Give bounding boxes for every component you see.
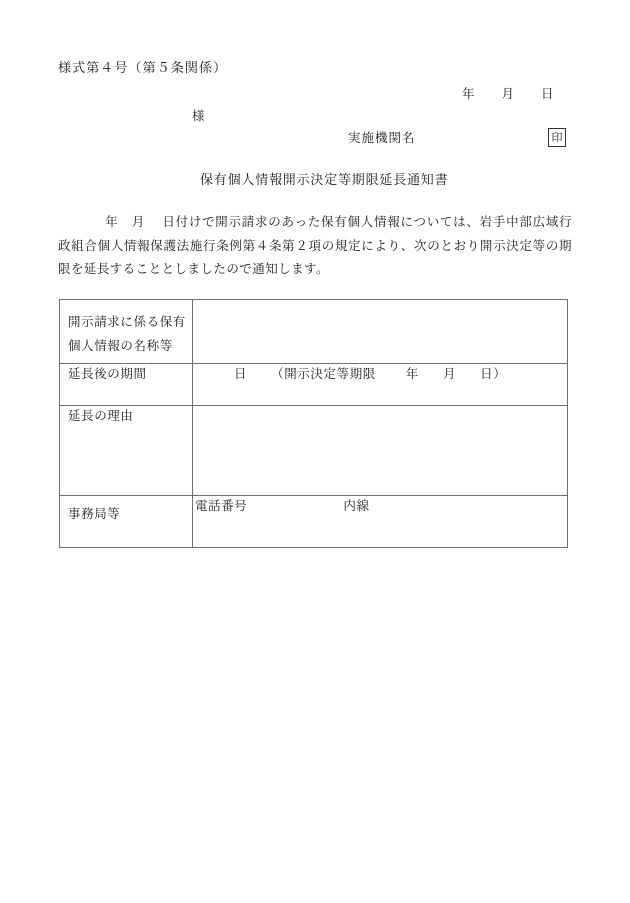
row-value-extended-period-text (193, 364, 567, 382)
row-label-extended-period (60, 364, 193, 406)
seal-stamp-box: 印 (548, 128, 566, 147)
table-row (60, 300, 568, 364)
row-value-extension-reason-text (193, 406, 567, 416)
row-label-secretariat (60, 496, 193, 548)
row-label-secretariat-text: 事務局等 (68, 506, 121, 521)
document-title: 保有個人情報開示決定等期限延長通知書 (200, 173, 449, 188)
agency-name-label: 実施機関名 (348, 130, 416, 145)
period-day-label: 日 (234, 366, 248, 381)
row-value-extension-reason[interactable] (193, 406, 568, 496)
period-month-label: 月 (443, 366, 457, 381)
form-number-heading: 様式第４号（第５条関係） (58, 61, 228, 76)
row-label-disclosure-name (60, 300, 193, 364)
table-row (60, 406, 568, 496)
body-month-label: 月 (131, 214, 146, 229)
extension-details-table (59, 299, 568, 548)
body-paragraph (58, 210, 572, 281)
body-day-label: 日 (162, 214, 176, 229)
table-row (60, 364, 568, 406)
addressee-suffix: 様 (192, 108, 206, 123)
row-value-disclosure-name[interactable] (193, 300, 568, 364)
row-value-secretariat[interactable] (193, 496, 568, 548)
row-value-disclosure-name-text (193, 300, 567, 310)
date-day-label: 日 (541, 86, 555, 101)
date-line (462, 88, 555, 101)
table-row (60, 496, 568, 548)
phone-number-label: 電話番号 (195, 498, 248, 513)
period-deadline-label: （開示決定等期限 (271, 366, 376, 381)
row-value-secretariat-text (193, 496, 567, 521)
row-label-line1: 開示請求に係る保有 (68, 314, 186, 329)
row-label-extension-reason-text: 延長の理由 (68, 408, 134, 423)
date-month-label: 月 (501, 86, 516, 101)
body-line1-text: 付けで開示請求のあった保有個人情報については、岩手中部広域行政組合 (58, 214, 573, 253)
body-line2-text: 個人情報保護法施行条例第４条第２項の規定により、次のとおり開示決定等の期限を延長する (58, 237, 572, 276)
row-label-line2: 個人情報の名称等 (68, 338, 173, 353)
body-year-label: 年 (105, 214, 119, 229)
period-year-label: 年 (405, 366, 420, 381)
row-label-extended-period-text: 延長後の期間 (68, 366, 147, 381)
date-year-label: 年 (462, 86, 476, 101)
row-label-extension-reason (60, 406, 193, 496)
row-value-extended-period[interactable] (193, 364, 568, 406)
extension-number-label: 内線 (343, 498, 370, 513)
body-line3-text: こととしましたので通知します。 (135, 261, 329, 276)
period-day-close-label: 日） (480, 366, 507, 381)
